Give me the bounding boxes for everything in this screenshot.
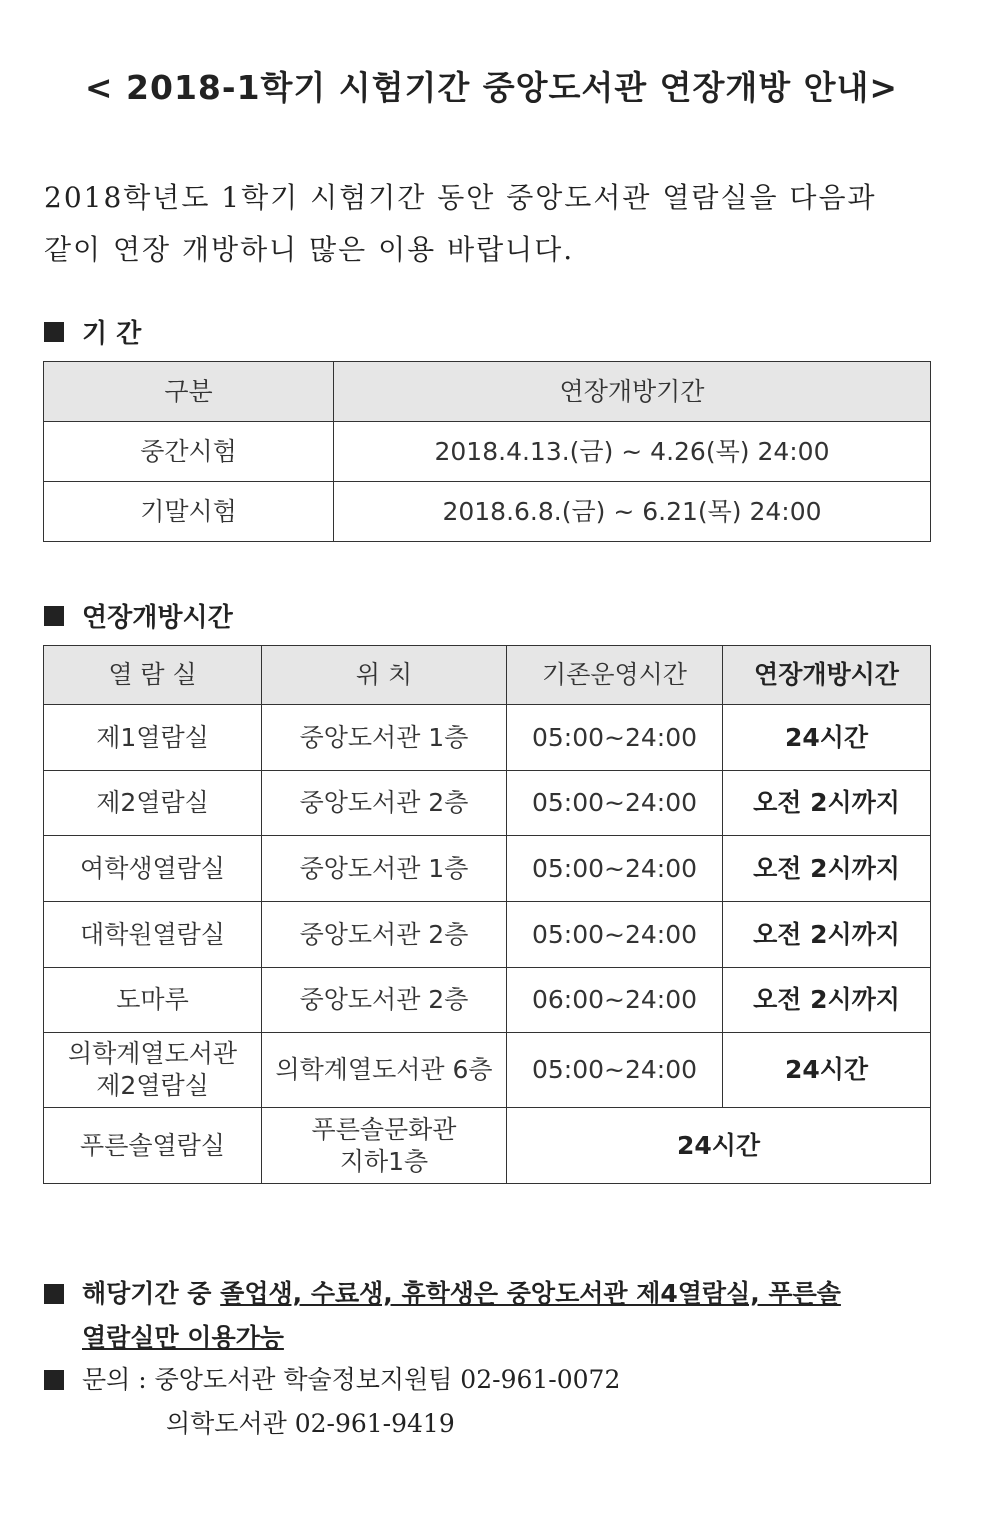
notice-underlined-text: 열람실만 이용가능: [82, 1323, 284, 1352]
table-header-row: [44, 646, 931, 705]
location-line: 푸른솔문화관: [311, 1114, 457, 1144]
notice-prefix: 해당기간 중: [82, 1279, 221, 1308]
intro-line-1: 2018학년도 1학기 시험기간 동안 중앙도서관 열람실을 다음과: [44, 181, 877, 214]
square-bullet-icon: [44, 1284, 64, 1304]
column-header: 열 람 실: [44, 646, 262, 705]
square-bullet-icon: [44, 322, 64, 342]
extended-hours-cell: 오전 2시까지: [723, 836, 931, 902]
regular-hours-cell: 05:00~24:00: [507, 836, 723, 902]
inquiry-text: 문의 : 중앙도서관 학술정보지원팀 02-961-0072: [82, 1365, 621, 1394]
notice-underlined-text: 졸업생, 수료생, 휴학생은 중앙도서관 제4열람실, 푸른솔: [220, 1279, 841, 1308]
table-row: [44, 968, 931, 1033]
square-bullet-icon: [44, 1370, 64, 1390]
table-header-row: [44, 362, 931, 422]
regular-hours-cell: 05:00~24:00: [507, 771, 723, 836]
period-range-cell: 2018.4.13.(금) ~ 4.26(목) 24:00: [334, 422, 931, 482]
period-heading-label: 기 간: [82, 319, 142, 349]
table-row: [44, 705, 931, 771]
page-title: < 2018-1학기 시험기간 중앙도서관 연장개방 안내>: [84, 68, 899, 107]
location-cell: 의학계열도서관 6층: [262, 1033, 507, 1108]
regular-hours-cell: 06:00~24:00: [507, 968, 723, 1033]
column-header: 위 치: [262, 646, 507, 705]
room-cell: 제1열람실: [44, 705, 262, 771]
regular-hours-cell: 05:00~24:00: [507, 902, 723, 968]
location-cell: [262, 1108, 507, 1184]
extended-hours-cell: 24시간: [723, 705, 931, 771]
regular-hours-cell: 05:00~24:00: [507, 705, 723, 771]
location-line: 지하1층: [339, 1146, 429, 1176]
table-row: [44, 902, 931, 968]
column-header: 기존운영시간: [507, 646, 723, 705]
hours-heading: [44, 597, 233, 634]
room-cell: 대학원열람실: [44, 902, 262, 968]
table-row: [44, 836, 931, 902]
hours-table: [43, 645, 931, 1184]
location-cell: 중앙도서관 2층: [262, 771, 507, 836]
room-cell: 제2열람실: [44, 771, 262, 836]
room-cell: 푸른솔열람실: [44, 1108, 262, 1184]
room-cell: [44, 1033, 262, 1108]
notice-line-1: [44, 1272, 934, 1316]
inquiry-text: 의학도서관 02-961-9419: [166, 1409, 455, 1438]
inquiry-line-1: [44, 1358, 934, 1402]
room-name-line: 의학계열도서관: [67, 1039, 238, 1068]
table-row: [44, 771, 931, 836]
table-row: [44, 1108, 931, 1184]
inquiry-line-2: [44, 1402, 934, 1446]
location-cell: 중앙도서관 1층: [262, 836, 507, 902]
extended-hours-cell: 24시간: [723, 1033, 931, 1108]
location-cell: 중앙도서관 2층: [262, 902, 507, 968]
column-header: 구분: [44, 362, 334, 422]
table-row: [44, 482, 931, 542]
merged-hours-cell: 24시간: [507, 1108, 931, 1184]
location-cell: 중앙도서관 1층: [262, 705, 507, 771]
period-range-cell: 2018.6.8.(금) ~ 6.21(목) 24:00: [334, 482, 931, 542]
square-bullet-icon: [44, 606, 64, 626]
regular-hours-cell: 05:00~24:00: [507, 1033, 723, 1108]
room-cell: 도마루: [44, 968, 262, 1033]
intro-paragraph: [44, 172, 934, 276]
eligibility-notice: [44, 1272, 934, 1360]
exam-type-cell: 중간시험: [44, 422, 334, 482]
extended-hours-cell: 오전 2시까지: [723, 902, 931, 968]
extended-hours-cell: 오전 2시까지: [723, 771, 931, 836]
room-cell: 여학생열람실: [44, 836, 262, 902]
hours-heading-label: 연장개방시간: [82, 603, 233, 633]
table-row: [44, 422, 931, 482]
location-cell: 중앙도서관 2층: [262, 968, 507, 1033]
inquiry-block: [44, 1358, 934, 1446]
extended-hours-cell: 오전 2시까지: [723, 968, 931, 1033]
period-heading: [44, 313, 141, 350]
column-header: 연장개방기간: [334, 362, 931, 422]
period-table: [43, 361, 931, 542]
notice-line-2: [44, 1316, 934, 1360]
intro-line-2: 같이 연장 개방하니 많은 이용 바랍니다.: [44, 233, 575, 266]
exam-type-cell: 기말시험: [44, 482, 334, 542]
column-header: 연장개방시간: [723, 646, 931, 705]
room-name-line: 제2열람실: [96, 1071, 209, 1100]
table-row: [44, 1033, 931, 1108]
